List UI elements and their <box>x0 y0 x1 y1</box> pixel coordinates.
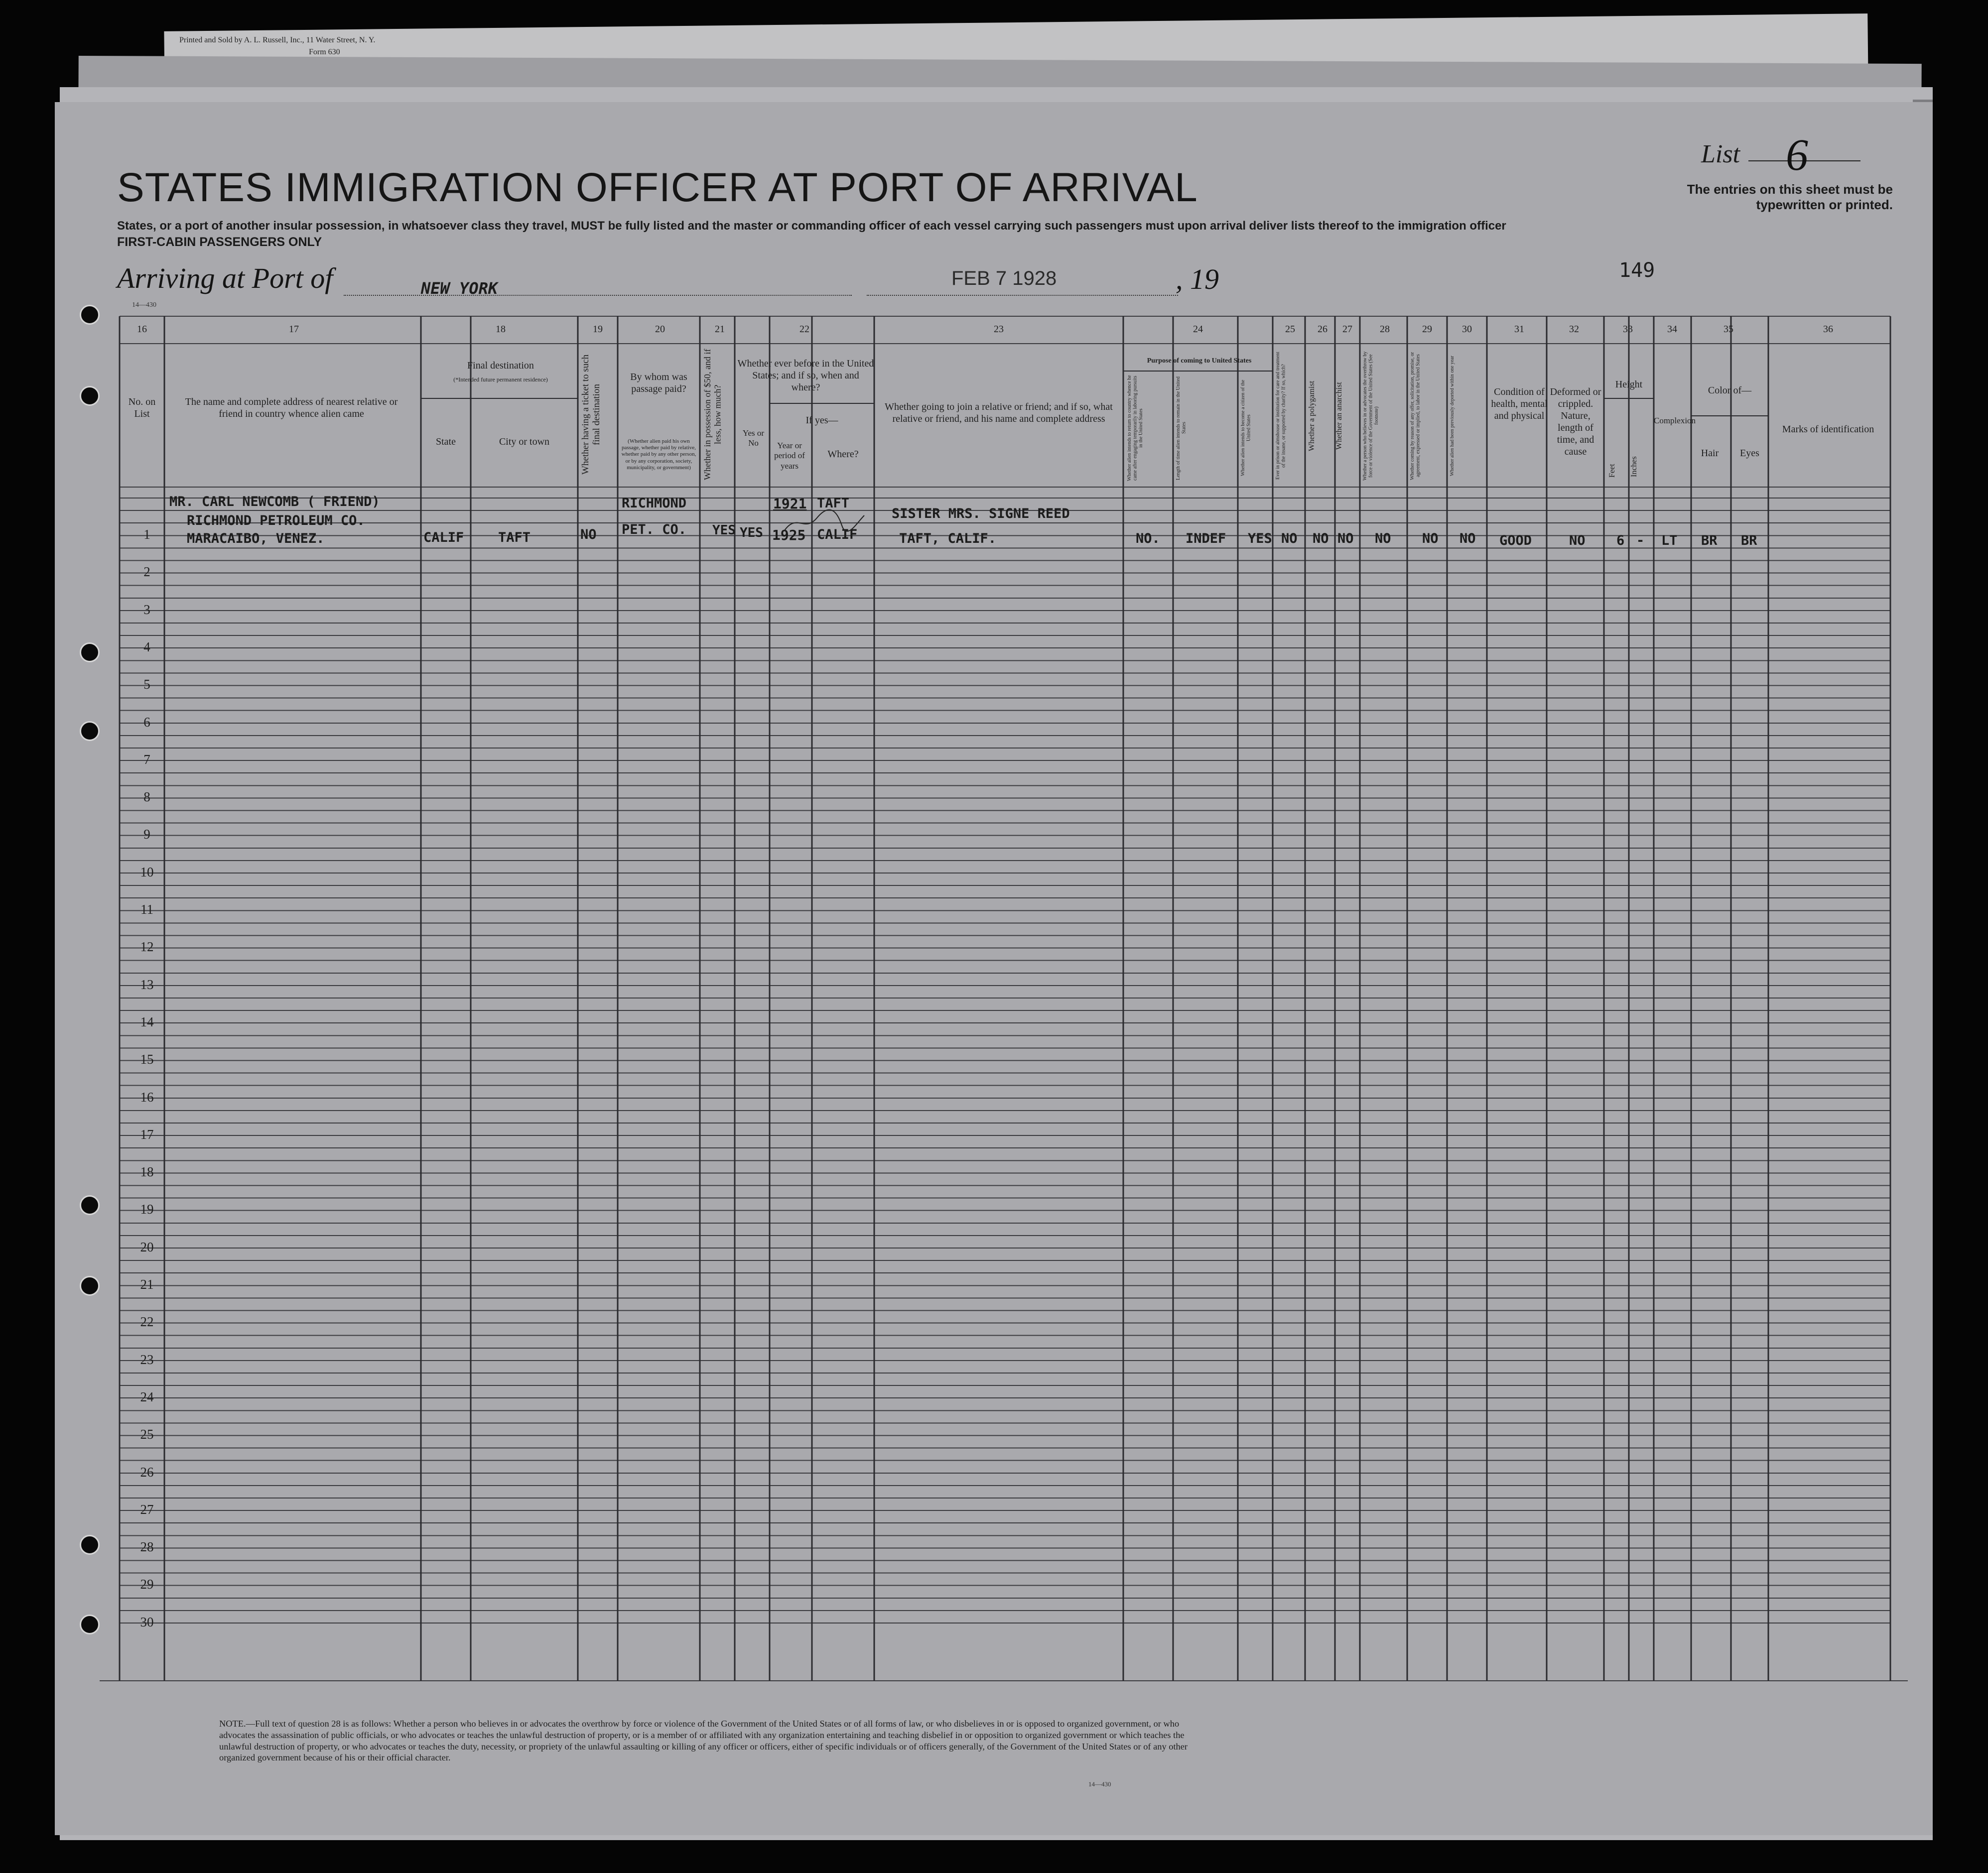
row-number: 8 <box>143 789 150 805</box>
row-number: 6 <box>143 714 150 730</box>
entry-relative-line1: MR. CARL NEWCOMB ( FRIEND) <box>169 494 380 509</box>
row-number: 15 <box>140 1052 154 1067</box>
entry-relative-line3: MARACAIBO, VENEZ. <box>187 531 325 546</box>
form-number: Form 630 <box>309 48 340 56</box>
entry-polygamist: NO <box>1313 531 1329 546</box>
row-number: 22 <box>140 1314 154 1330</box>
header-subtitle: States, or a port of another insular possession, in whatsoever class they travel, MUST be fully listed and the master or commanding officer of each vessel carrying such passengers must upon arrival deliver lists thereof to the immigration officer <box>117 219 1506 233</box>
entry-city: TAFT <box>498 530 531 545</box>
entry-health: GOOD <box>1499 533 1532 548</box>
row-number: 5 <box>143 677 150 692</box>
colnum-16: 16 <box>137 324 147 335</box>
entry-contract: NO <box>1422 531 1439 546</box>
header-prison: Ever in prison or almshouse or institution for care and treatment of the insane, or supported by charity? If so, which? <box>1275 352 1287 480</box>
row-number: 21 <box>140 1277 154 1292</box>
arriving-label: Arriving at Port of <box>117 262 333 294</box>
colnum-25: 25 <box>1285 324 1295 335</box>
entry-money: YES <box>712 523 736 538</box>
entry-inches: - <box>1636 533 1645 548</box>
row-number: 3 <box>143 602 150 617</box>
entry-ever-before: YES <box>740 525 763 540</box>
entry-ticket: NO <box>580 527 597 542</box>
entry-hair: BR <box>1701 533 1718 548</box>
row-number: 13 <box>140 977 154 992</box>
header-year-period: Year or period of years <box>774 441 805 471</box>
row-number: 10 <box>140 864 154 879</box>
row-number: 28 <box>140 1539 154 1555</box>
row-number: 7 <box>143 751 150 767</box>
header-purpose-c: Whether alien intends to become a citizen of the United States <box>1240 379 1252 477</box>
header-no-on-list: No. on List <box>128 396 156 419</box>
header-passage-paid: By whom was passage paid? <box>630 372 687 394</box>
colnum-33: 33 <box>1623 324 1633 335</box>
binder-hole <box>80 642 100 662</box>
header-ticket: Whether having a ticket to such final destination <box>580 354 602 475</box>
colnum-19: 19 <box>593 324 603 335</box>
entry-length: INDEF <box>1186 531 1226 546</box>
header-eyes: Eyes <box>1740 448 1759 459</box>
row-number: 23 <box>140 1352 154 1367</box>
row-number: 26 <box>140 1464 154 1480</box>
colnum-28: 28 <box>1380 324 1390 335</box>
colnum-21: 21 <box>715 324 725 335</box>
header-complexion: Complexion <box>1654 416 1696 425</box>
binder-hole <box>80 1195 100 1215</box>
entry-where-line2: CALIF <box>817 527 858 542</box>
form-code: 14—430 <box>132 301 156 309</box>
header-purpose: Purpose of coming to United States <box>1147 357 1252 365</box>
entry-paid-line1: RICHMOND <box>622 496 687 511</box>
list-label: List <box>1701 140 1740 168</box>
binder-hole <box>80 1535 100 1555</box>
row-number: 14 <box>140 1014 154 1029</box>
colnum-36: 36 <box>1823 324 1833 335</box>
header-purpose-a: Whether alien intends to return to country whence he came after engaging temporarily in laboring pursuits in the United States <box>1127 375 1144 481</box>
entry-relative-line2: RICHMOND PETROLEUM CO. <box>187 513 365 528</box>
colnum-32: 32 <box>1569 324 1579 335</box>
colnum-30: 30 <box>1462 324 1472 335</box>
page-number: 149 <box>1619 259 1655 282</box>
entry-purpose: NO. <box>1136 531 1160 546</box>
entry-joining-line2: TAFT, CALIF. <box>899 531 997 546</box>
colnum-27: 27 <box>1342 324 1352 335</box>
port-value: NEW YORK <box>421 279 498 298</box>
colnum-24: 24 <box>1193 324 1203 335</box>
row-number: 30 <box>140 1614 154 1629</box>
binder-hole <box>80 386 100 406</box>
instruction-text: The entries on this sheet must be typewritten or printed. <box>1687 182 1893 212</box>
row-number: 29 <box>140 1577 154 1592</box>
entry-complexion: LT <box>1661 533 1678 548</box>
colnum-22: 22 <box>799 324 809 335</box>
colnum-35: 35 <box>1723 324 1733 335</box>
colnum-34: 34 <box>1667 324 1677 335</box>
header-anarchist: Whether an anarchist <box>1335 382 1343 450</box>
row-number: 1 <box>143 527 150 542</box>
row-number: 17 <box>140 1126 154 1142</box>
colnum-20: 20 <box>655 324 665 335</box>
printer-line: Printed and Sold by A. L. Russell, Inc., 11 Water Street, N. Y. <box>179 36 376 44</box>
entry-overthrow: NO <box>1375 531 1391 546</box>
date-stamp: FEB 7 1928 <box>951 267 1057 289</box>
header-final-destination-note: (*Intended future permanent residence) <box>453 376 548 383</box>
header-overthrow: Whether a person who believes in or advocates the overthrow by force or violence of the Government of the United States (See footnote) <box>1362 351 1379 481</box>
year-label: , 19 <box>1176 263 1219 295</box>
header-color-of: Color of— <box>1708 385 1752 396</box>
list-number: 6 <box>1786 130 1808 180</box>
colnum-29: 29 <box>1422 324 1432 335</box>
row-number: 9 <box>143 827 150 842</box>
header-ever-before: Whether ever before in the United States; and if so, when and where? <box>737 358 874 393</box>
header-final-destination: Final destination <box>467 360 534 371</box>
entry-feet: 6 <box>1616 533 1625 548</box>
header-marks: Marks of identification <box>1782 424 1874 435</box>
entry-state: CALIF <box>423 530 464 545</box>
header-inches: Inches <box>1630 456 1638 478</box>
entry-paid-line2: PET. CO. <box>622 522 687 537</box>
binder-hole <box>80 1276 100 1296</box>
header-relative-abroad: The name and complete address of nearest relative or friend in country whence alien came <box>185 396 398 419</box>
entry-deformed: NO <box>1569 533 1586 548</box>
binder-hole <box>80 721 100 741</box>
header-money: Whether in possession of $50, and if less, how much? <box>702 349 723 481</box>
entry-where-line1: TAFT <box>817 496 850 511</box>
entry-prison: NO <box>1281 531 1298 546</box>
entry-deported: NO <box>1459 531 1476 546</box>
header-where: Where? <box>827 449 859 460</box>
header-yes-no: Yes or No <box>742 428 765 448</box>
row-number: 16 <box>140 1089 154 1105</box>
page-title: STATES IMMIGRATION OFFICER AT PORT OF ARRIVAL <box>117 165 1198 210</box>
colnum-18: 18 <box>496 324 506 335</box>
row-number: 27 <box>140 1501 154 1517</box>
header-deformed: Deformed or crippled. Nature, length of time, and cause <box>1550 386 1601 457</box>
header-health: Condition of health, mental and physical <box>1491 386 1548 421</box>
header-city: City or town <box>499 436 550 447</box>
handwritten-scribble <box>782 508 867 535</box>
header-height: Height <box>1615 379 1643 390</box>
entry-eyes: BR <box>1741 533 1757 548</box>
entry-joining-line1: SISTER MRS. SIGNE REED <box>892 506 1070 521</box>
row-number: 18 <box>140 1164 154 1180</box>
row-number: 19 <box>140 1202 154 1217</box>
row-number: 11 <box>140 902 153 917</box>
entry-years-line1: 1921 <box>773 496 807 512</box>
binder-hole <box>80 1615 100 1634</box>
header-polygamist: Whether a polygamist <box>1308 380 1316 451</box>
row-number: 20 <box>140 1239 154 1254</box>
colnum-17: 17 <box>289 324 299 335</box>
row-number: 12 <box>140 939 154 955</box>
row-number: 2 <box>143 564 150 580</box>
footer-code: 14—430 <box>1088 1780 1111 1788</box>
binder-hole <box>80 305 100 325</box>
entry-citizen: YES <box>1248 531 1272 546</box>
header-class: FIRST-CABIN PASSENGERS ONLY <box>117 235 322 249</box>
footnote: NOTE.—Full text of question 28 is as follows: Whether a person who believes in or advocates the overthrow by force or violence of the Government of the United States or of all forms of law, or who disbelieves in or is opposed to organized government, or who advocates the assassination of public officials, or who advocates or teaches the unlawful destruction of property, or is a member of or affiliated with any organization entertaining and teaching disbelief in or opposition to organized government or which teaches the unlawful destruction of property, or who advocates or teaches the duty, necessity, or propriety of the unlawful assaulting or killing of any officer or officers, either of specific individuals or of officers generally, of the Government of the United States or of any other organized government because of his or their official character. <box>219 1719 1188 1763</box>
header-feet: Feet <box>1608 464 1616 478</box>
colnum-31: 31 <box>1514 324 1524 335</box>
header-deported: Whether alien had been previously deported within one year <box>1450 356 1455 476</box>
entry-anarchist: NO <box>1337 531 1354 546</box>
colnum-26: 26 <box>1318 324 1327 335</box>
header-state: State <box>436 436 456 447</box>
header-contract: Whether coming by reason of any offer, solicitation, promise, or agreement, expressed or implied, to labor in the United States <box>1410 352 1421 480</box>
row-number: 4 <box>143 639 150 654</box>
header-hair: Hair <box>1701 448 1719 459</box>
header-purpose-b: Length of time alien intends to remain in the United States <box>1176 376 1187 480</box>
header-if-yes: If yes— <box>805 415 838 426</box>
row-number: 24 <box>140 1389 154 1404</box>
header-passage-paid-note: (Whether alien paid his own passage, whether paid by relative, whether paid by any other person, or by any corporation, society, municipality, or government) <box>621 438 696 471</box>
row-number: 25 <box>140 1427 154 1442</box>
colnum-23: 23 <box>994 324 1004 335</box>
entry-years-line2: 1925 <box>772 527 806 543</box>
header-joining: Whether going to join a relative or friend; and if so, what relative or friend, and his name and complete address <box>885 401 1113 424</box>
